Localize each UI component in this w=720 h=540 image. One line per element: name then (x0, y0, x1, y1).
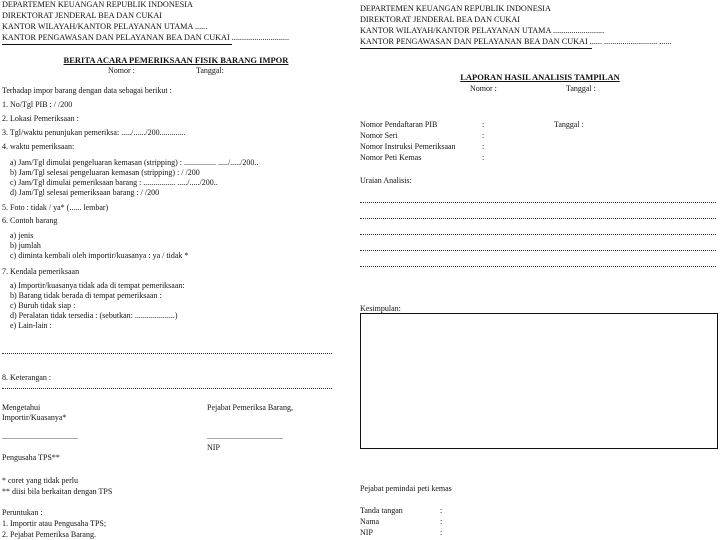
kendala-b: b) Barang tidak berada di tempat pemeriksaan : (10, 291, 162, 300)
keterangan-answer-line (2, 388, 332, 389)
kendala-d: d) Peralatan tidak tersedia : (sebutkan: ....................) (10, 311, 178, 320)
note-1: * coret yang tidak perlu (2, 476, 78, 485)
uraian-line-3 (360, 234, 716, 235)
document-title: BERITA ACARA PEMERIKSAAN FISIK BARANG IMPOR (63, 55, 289, 65)
nomor-label: Nomor : (470, 84, 497, 93)
waktu-d: d) Jam/Tgl selesai pemeriksaan barang : / /200 (10, 188, 160, 197)
contoh-b: b) jumlah (10, 241, 41, 250)
item-penunjukan: 3. Tgl/waktu penunjukan pemeriksa: ...../....../200............. (2, 128, 186, 137)
item-waktu: 4. waktu pemeriksaan: (2, 142, 75, 151)
peruntukan-title: Peruntukan : (2, 508, 43, 517)
sig-colon-3: : (440, 528, 443, 537)
waktu-c: c) Jam/Tgl dimulai pemeriksaan barang : ................ ...../...../200.. (10, 178, 218, 187)
tanggal-label: Tanggal : (566, 84, 596, 93)
uraian-line-1 (360, 202, 716, 203)
pejabat-label: Pejabat Pemeriksa Barang, (207, 403, 293, 412)
kendala-e: e) Lain-lain : (10, 321, 52, 330)
mengetahui-label: Mengetahui (2, 403, 41, 412)
header-line-2: DIREKTORAT JENDERAL BEA DAN CUKAI (360, 15, 520, 24)
kesimpulan-label: Kesimpulan: (360, 304, 401, 313)
kendala-title: 7. Kendala pemeriksaan (2, 267, 80, 276)
contoh-c: c) diminta kembali oleh importir/kuasanya : ya / tidak * (10, 251, 189, 260)
berita-acara-page (0, 0, 352, 540)
header-underline (2, 44, 232, 45)
header-line-1: DEPARTEMEN KEUANGAN REPUBLIK INDONESIA (2, 0, 193, 9)
pejabat-pemindai-label: Pejabat pemindai peti kemas (360, 484, 452, 493)
note-2: ** diisi bila berkaitan dengan TPS (2, 487, 113, 496)
nomor-label: Nomor : (108, 66, 135, 75)
field-seri: Nomor Seri (360, 131, 398, 140)
uraian-line-4 (360, 250, 716, 251)
kendala-a: a) Importir/kuasanya tidak ada di tempat pemeriksaan: (10, 281, 185, 290)
header-underline (360, 48, 592, 49)
nip-label: NIP (207, 443, 220, 452)
item-pib: 1. No/Tgl PIB : / /200 (2, 100, 73, 109)
header-line-4: KANTOR PENGAWASAN DAN PELAYANAN BEA DAN CUKAI ............................ (2, 33, 290, 42)
header-line-3: KANTOR WILAYAH/KANTOR PELAYANAN UTAMA ......................... (360, 26, 605, 35)
item-lokasi: 2. Lokasi Pemeriksaan : (2, 114, 79, 123)
waktu-b: b) Jam/Tgl selesai pengeluaran kemasan (stripping) : / /200 (10, 168, 200, 177)
kendala-c: c) Buruh tidak siap : (10, 301, 76, 310)
header-line-1: DEPARTEMEN KEUANGAN REPUBLIK INDONESIA (360, 4, 551, 13)
colon-seri: : (482, 131, 485, 140)
colon-instruksi: : (482, 142, 485, 151)
uraian-line-2 (360, 218, 716, 219)
sig-tanda-tangan: Tanda tangan (360, 506, 403, 515)
laporan-analisis-page (360, 0, 720, 540)
pengusaha-label: Pengusaha TPS** (2, 453, 60, 462)
sig-colon-1: : (440, 506, 443, 515)
kendala-answer-line (2, 353, 332, 354)
header-line-2: DIREKTORAT JENDERAL BEA DAN CUKAI (2, 11, 162, 20)
uraian-line-5 (360, 266, 716, 267)
field-peti-kemas: Nomor Peti Kemas (360, 153, 422, 162)
field-pib: Nomor Pendaftaran PIB (360, 120, 438, 129)
document-title: LAPORAN HASIL ANALISIS TAMPILAN (460, 72, 620, 82)
peruntukan-2: 2. Pejabat Pemeriksa Barang. (2, 530, 96, 539)
item-foto: 5. Foto : tidak / ya* (...... lembar) (2, 203, 109, 212)
peruntukan-1: 1. Importir atau Pengusaha TPS; (2, 519, 107, 528)
header-line-3: KANTOR WILAYAH/KANTOR PELAYANAN UTAMA ...... (2, 22, 208, 31)
sig-colon-2: : (440, 517, 443, 526)
colon-peti-kemas: : (482, 153, 485, 162)
field-instruksi: Nomor Instruksi Pemeriksaan (360, 142, 456, 151)
kesimpulan-box (360, 313, 718, 449)
intro-text: Terhadap impor barang dengan data sebagai berikut : (2, 86, 172, 95)
tanggal-pib-label: Tanggal : (554, 120, 584, 129)
pejabat-signature-line: ...................................... (207, 432, 283, 441)
keterangan-label: 8. Keterangan : (2, 373, 52, 382)
colon-pib: : (482, 120, 485, 129)
sig-nama: Nama (360, 517, 380, 526)
contoh-title: 6. Contoh barang (2, 216, 58, 225)
uraian-label: Uraian Analisis: (360, 176, 412, 185)
importir-signature-line: ...................................... (2, 432, 78, 441)
waktu-a: a) Jam/Tgl dimulai pengeluaran kemasan (stripping) : ................ ...../...../200.. (10, 158, 259, 167)
sig-nip: NIP (360, 528, 373, 537)
contoh-a: a) jenis (10, 231, 34, 240)
tanggal-label: Tanggal: (196, 66, 224, 75)
header-line-4: KANTOR PENGAWASAN DAN PELAYANAN BEA DAN CUKAI ...... .......................... ...... (360, 37, 672, 46)
importir-label: Importir/Kuasanya* (2, 413, 67, 422)
